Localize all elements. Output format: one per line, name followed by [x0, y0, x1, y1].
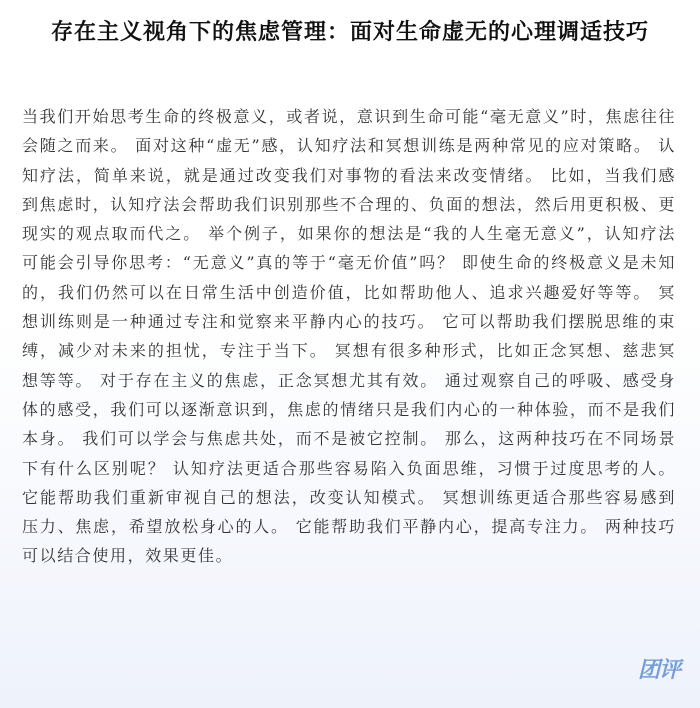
article-body: 当我们开始思考生命的终极意义，或者说，意识到生命可能“毫无意义”时，焦虑往往会随之而来。 面对这种“虚无”感，认知疗法和冥想训练是两种常见的应对策略。 认知疗法，简单来说，就是通过改变我们对事物的看法来改变情绪。 比如，当我们感到焦虑时，认知疗法会帮助我们识别那些不合理的、负面的想法，然后用更积极、更现实的观点取而代之。 举个例子，如果你的想法是“我的人生毫无意义”，认知疗法可能会引导你思考：“无意义”真的等于“毫无价值”吗？ 即使生命的终极意义是未知的，我们仍然可以在日常生活中创造价值，比如帮助他人、追求兴趣爱好等等。 冥想训练则是一种通过专注和觉察来平静内心的技巧。 它可以帮助我们摆脱思维的束缚，减少对未来的担忧，专注于当下。 冥想有很多种形式，比如正念冥想、慈悲冥想等等。 对于存在主义的焦虑，正念冥想尤其有效。 通过观察自己的呼吸、感受身体的感受，我们可以逐渐意识到，焦虑的情绪只是我们内心的一种体验，而不是我们本身。 我们可以学会与焦虑共处，而不是被它控制。 那么，这两种技巧在不同场景下有什么区别呢？ 认知疗法更适合那些容易陷入负面思维，习惯于过度思考的人。 它能帮助我们重新审视自己的想法，改变认知模式。 冥想训练更适合那些容易感到压力、焦虑，希望放松身心的人。 它能帮助我们平静内心，提高专注力。 两种技巧可以结合使用，效果更佳。 [22, 107, 676, 566]
brand-logo: 团评 [637, 658, 680, 683]
article-title: 存在主义视角下的焦虑管理：面对生命虚无的心理调适技巧 [50, 20, 649, 45]
